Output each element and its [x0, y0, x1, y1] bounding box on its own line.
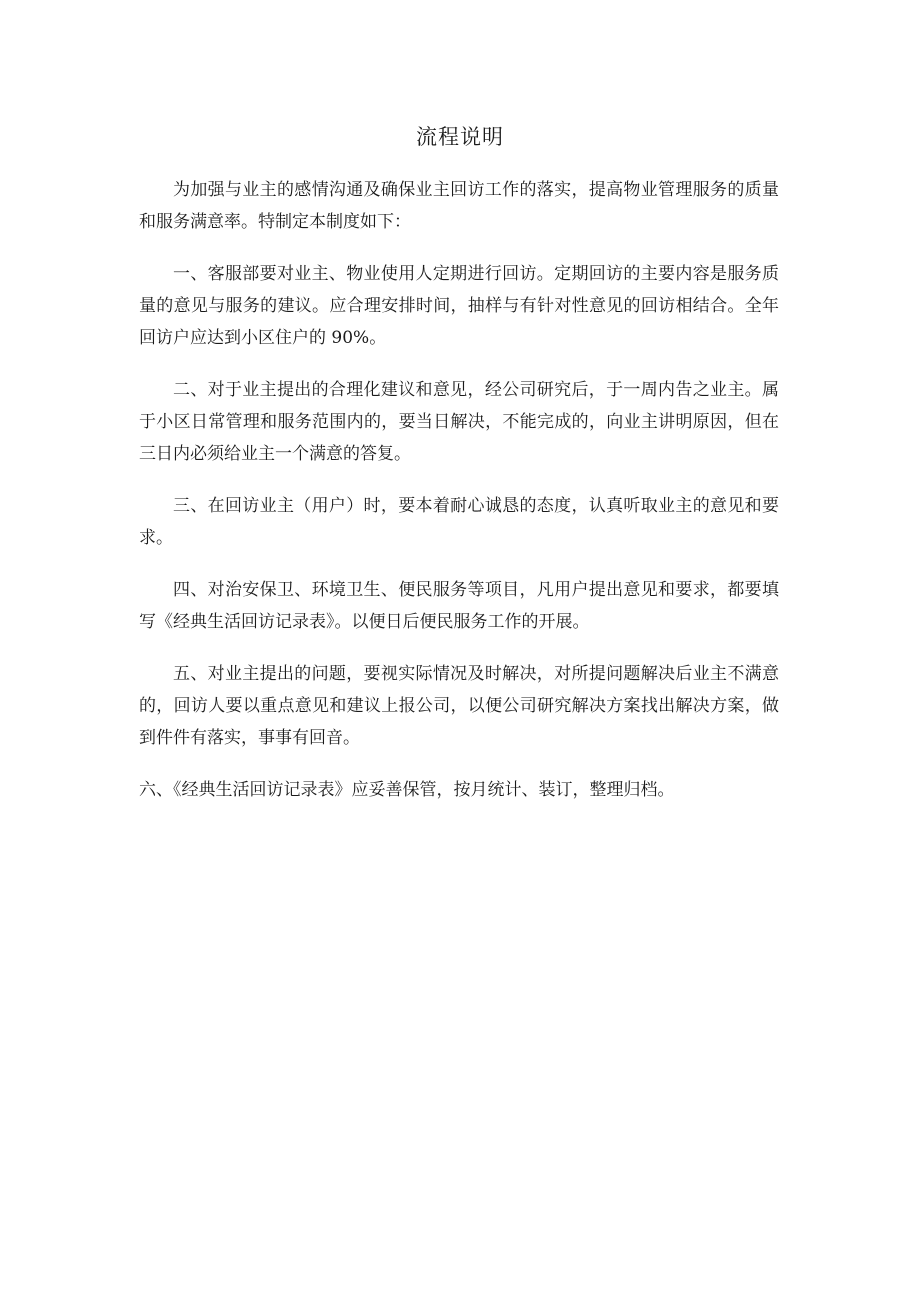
clause-3-paragraph: 三、在回访业主（用户）时，要本着耐心诚恳的态度，认真听取业主的意见和要求。 — [139, 496, 779, 548]
document-body — [139, 174, 779, 826]
clause-1-paragraph: 一、客服部要对业主、物业使用人定期进行回访。定期回访的主要内容是服务质量的意见与服务的建议。应合理安排时间，抽样与有针对性意见的回访相结合。全年回访户应达到小区住户的 90%。 — [139, 264, 779, 348]
clause-2-paragraph: 二、对于业主提出的合理化建议和意见，经公司研究后，于一周内告之业主。属于小区日常管理和服务范围内的，要当日解决，不能完成的，向业主讲明原因，但在三日内必须给业主一个满意的答复。 — [139, 380, 779, 464]
clause-4-paragraph: 四、对治安保卫、环境卫生、便民服务等项目，凡用户提出意见和要求，都要填写《经典生活回访记录表》。以便日后便民服务工作的开展。 — [139, 580, 779, 632]
page-title: 流程说明 — [416, 125, 504, 149]
clause-6-paragraph: 六、《经典生活回访记录表》应妥善保管，按月统计、装订，整理归档。 — [139, 780, 675, 800]
intro-paragraph: 为加强与业主的感情沟通及确保业主回访工作的落实，提高物业管理服务的质量和服务满意率。特制定本制度如下： — [139, 180, 779, 232]
clause-5-paragraph: 五、对业主提出的问题，要视实际情况及时解决，对所提问题解决后业主不满意的，回访人要以重点意见和建议上报公司，以便公司研究解决方案找出解决方案，做到件件有落实，事事有回音。 — [139, 664, 779, 748]
